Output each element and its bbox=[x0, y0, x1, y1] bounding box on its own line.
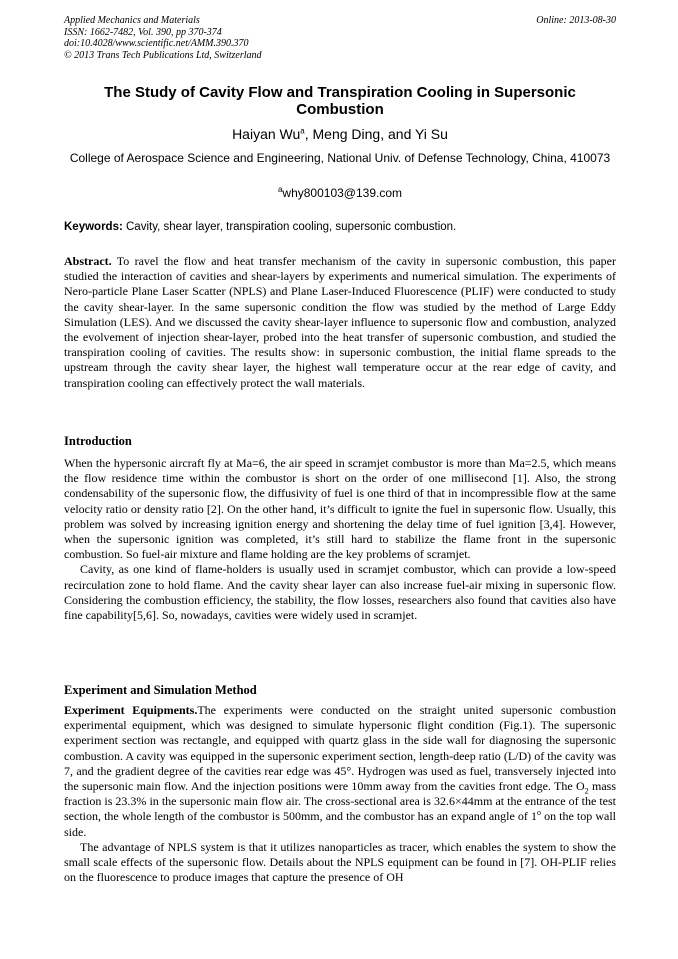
online-date: Online: 2013-08-30 bbox=[536, 15, 616, 26]
paragraph-text: on the top wall side. bbox=[64, 809, 617, 839]
paragraph-text: The experiments were conducted on the straight united supersonic combustion experimental equipment, which was designed to simulate hypersonic flight condition (Fig.1). The supersonic experiment section was rectangle, and equipped with quartz glass in the side wall for diagnosing the supersonic combustion. A cavity was equipped in the supersonic experiment section, length-deep ratio (L/D) of the cavity was 7, and the gradient degree of the cavities rear edge was 45°. Hydrogen was used as fuel, transversely injected into the supersonic main flow. And the injection positions were 10mm away from the cavities front edge. The O bbox=[64, 703, 616, 794]
journal-header bbox=[64, 15, 616, 61]
superscript: o bbox=[537, 808, 542, 818]
keywords bbox=[64, 220, 616, 234]
method-body bbox=[64, 703, 616, 885]
section-heading-introduction: Introduction bbox=[64, 434, 132, 448]
subsection-label: Experiment Equipments. bbox=[64, 703, 198, 717]
email-superscript: a bbox=[277, 185, 283, 194]
keywords-label: Keywords: bbox=[64, 221, 123, 233]
paragraph: Cavity, as one kind of flame-holders is usually used in scramjet combustor, which can provide a low-speed recirculation zone to hold flame. And the cavity shear layer can also increase fuel-air mixing in supersonic flow. Considering the combustion efficiency, the stability, the flow losses, researchers also found that cavities also have fine capability[5,6]. So, nowadays, cavities were widely used in scramjet. bbox=[64, 562, 616, 623]
abstract bbox=[64, 254, 616, 391]
paragraph bbox=[64, 703, 616, 840]
section-heading-method: Experiment and Simulation Method bbox=[64, 683, 257, 697]
paragraph: When the hypersonic aircraft fly at Ma=6, the air speed in scramjet combustor is more than Ma=2.5, which means the flow residence time within the combustor is short on the order of one millisecond [1]. Also, the strong condensability of the supersonic flow, the diffusivity of fuel is one third of that in incompressible flow at the same velocity ratio or density ratio [2]. On the other hand, it’s difficult to ignite the fuel in supersonic flow. Usually, this problem was solved by increasing ignition energy and shortening the delay time of fuel ignition [3,4]. However, when the supersonic ignition was completed, it’s still hard to stabilize the flame front in the supersonic combustion. So fuel-air mixture and flame holding are the key problems of scramjet. bbox=[64, 456, 616, 562]
paragraph: The advantage of NPLS system is that it utilizes nanoparticles as tracer, which enables the system to show the small scale effects of the supersonic flow. Details about the NPLS equipment can be found in [7]. OH-PLIF relies on the fluorescence to produce images that capture the presence of OH bbox=[64, 839, 616, 885]
subscript: 2 bbox=[584, 786, 589, 796]
author-name: Haiyan Wu bbox=[232, 126, 301, 142]
author-list bbox=[64, 126, 616, 142]
author-names-rest: , Meng Ding, and Yi Su bbox=[304, 126, 448, 142]
journal-name: Applied Mechanics and Materials bbox=[64, 15, 200, 26]
abstract-label: Abstract. bbox=[64, 254, 112, 268]
paper-title: The Study of Cavity Flow and Transpiration Cooling in Supersonic Combustion bbox=[104, 84, 576, 118]
abstract-text: To ravel the flow and heat transfer mechanism of the cavity in supersonic combustion, this paper studied the interaction of cavities and shear-layers by experiments and numerical simulation. The experiments of Nero-particle Plane Laser Scatter (NPLS) and Plane Laser-Induced Fluorescence (PLIF) were conducted to study the cavity shear-layer. In the same supersonic condition the flow was studied by the method of Large Eddy Simulation (LES). And we discussed the cavity shear-layer influence to supersonic flow and combustion, analyzed the evolvement of injection shear-layer, probed into the heat transfer of supersonic combustion, and studied the transpiration cooling of cavities. The results show: in supersonic combustion, the initial flame spreads to the upstream through the cavity shear layer, the highest wall temperature occur at the rear edge of cavity, and transpiration cooling can effectively protect the wall materials. bbox=[64, 254, 616, 390]
issn: ISSN: 1662-7482, Vol. 390, pp 370-374 bbox=[64, 26, 222, 38]
copyright: © 2013 Trans Tech Publications Ltd, Switzerland bbox=[64, 49, 262, 61]
keywords-text: Cavity, shear layer, transpiration cooling, supersonic combustion. bbox=[122, 221, 457, 233]
author-superscript: a bbox=[300, 126, 305, 136]
paragraph-text: mass fraction is 23.3% in the supersonic main flow air. The cross-sectional area is 32.6×44mm at the entrance of the test section, the whole length of the combustor is 500mm, and the combustor has an expand angle of 1 bbox=[64, 779, 616, 824]
doi: doi:10.4028/www.scientific.net/AMM.390.370 bbox=[64, 38, 249, 49]
email-line bbox=[64, 186, 616, 200]
email-address: why800103@139.com bbox=[282, 186, 403, 200]
affiliation: College of Aerospace Science and Engineering, National Univ. of Defense Technology, China, 410073 bbox=[69, 151, 611, 165]
introduction-body bbox=[64, 456, 616, 623]
